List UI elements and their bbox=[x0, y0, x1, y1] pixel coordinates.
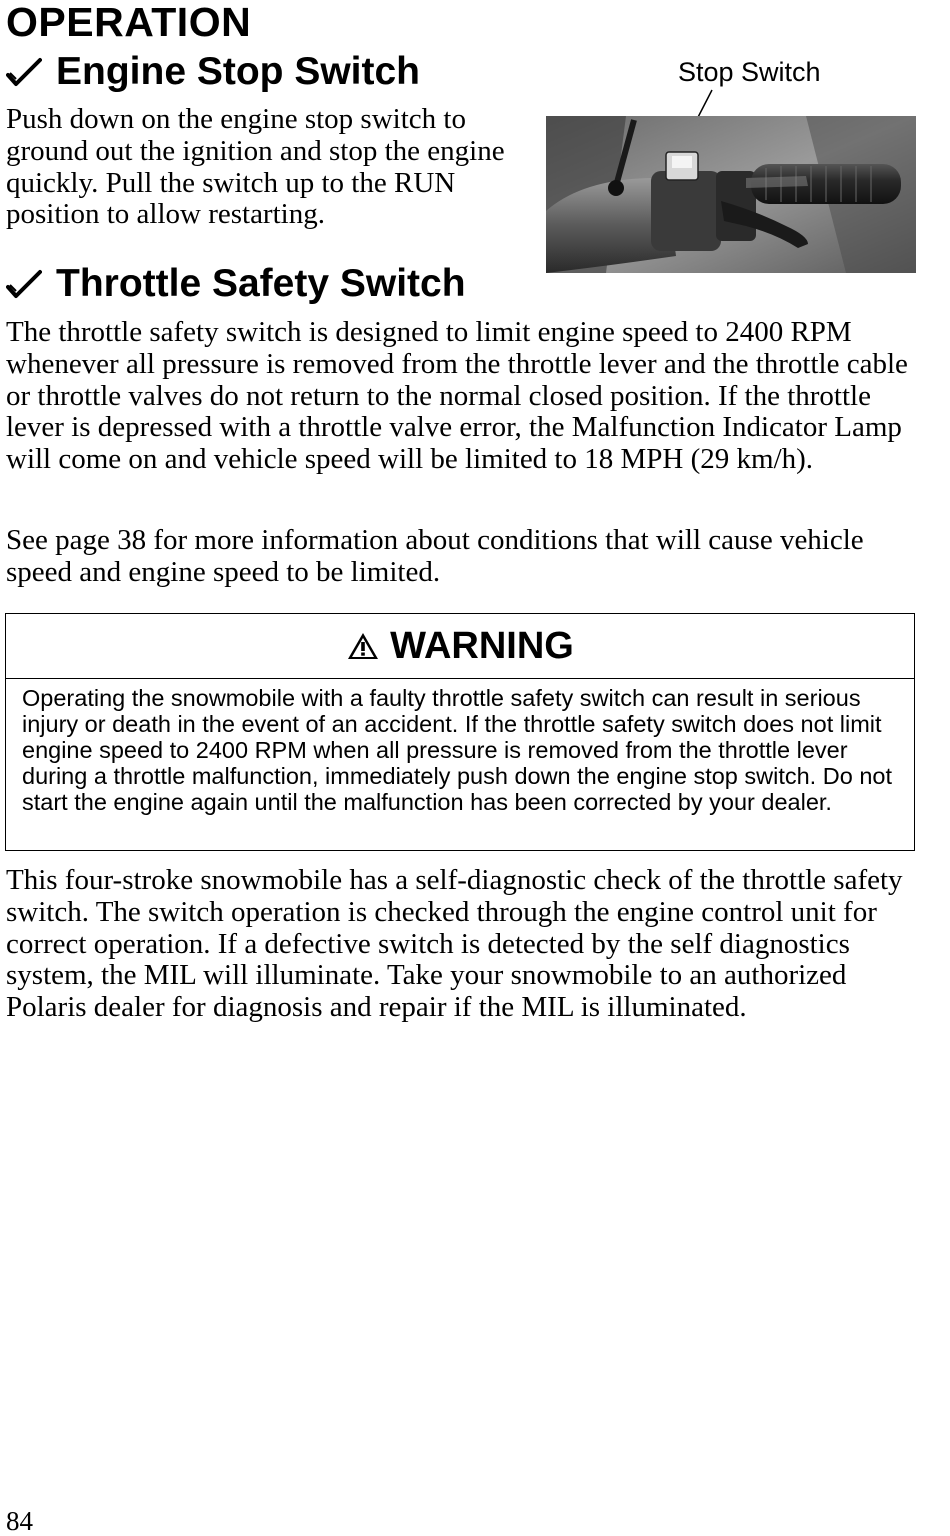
page-number: 84 bbox=[6, 1506, 33, 1536]
figure-callout-label: Stop Switch bbox=[678, 57, 821, 87]
self-diagnostic-paragraph: This four-stroke snowmobile has a self-diagnostic check of the throttle safety switch. The switch operation is checked through the engine control unit for correct operation. If a defective switch is detected by the self diagnostics system, the MIL will illuminate. Take your snowmobile to an authorized Polaris dealer for diagnosis and repair if the MIL is illuminated. bbox=[6, 864, 903, 1024]
check-mark-icon bbox=[6, 269, 42, 299]
section-title: OPERATION bbox=[6, 0, 252, 45]
handlebar-stop-switch-photo bbox=[546, 116, 916, 273]
throttle-safety-paragraph: The throttle safety switch is designed to limit engine speed to 2400 RPM whenever all pressure is removed from the throttle lever and the throttle cable or throttle valves do not return to the normal closed position. If the throttle lever is depressed with a throttle valve error, the Malfunction Indicator Lamp will come on and vehicle speed will be limited to 18 MPH (29 km/h). bbox=[6, 316, 908, 476]
see-page-paragraph: See page 38 for more information about conditions that will cause vehicle speed and engine speed to be limited. bbox=[6, 524, 864, 588]
throttle-safety-heading bbox=[6, 262, 466, 306]
throttle-safety-heading-text: Throttle Safety Switch bbox=[56, 262, 466, 305]
warning-triangle-icon bbox=[346, 631, 380, 661]
warning-header bbox=[6, 614, 914, 679]
engine-stop-paragraph: Push down on the engine stop switch to ground out the ignition and stop the engine quickly. Pull the switch up to the RUN position to allow restarting. bbox=[6, 103, 505, 231]
warning-title: WARNING bbox=[390, 624, 574, 667]
engine-stop-heading-text: Engine Stop Switch bbox=[56, 50, 421, 93]
warning-box bbox=[5, 613, 915, 851]
warning-text: Operating the snowmobile with a faulty throttle safety switch can result in serious injury or death in the event of an accident. If the throttle safety switch does not limit engine speed to 2400 RPM when all pressure is removed from the throttle lever during a throttle malfunction, immediately push down the engine stop switch. Do not start the engine again until the malfunction has been corrected by your dealer. bbox=[22, 685, 892, 815]
